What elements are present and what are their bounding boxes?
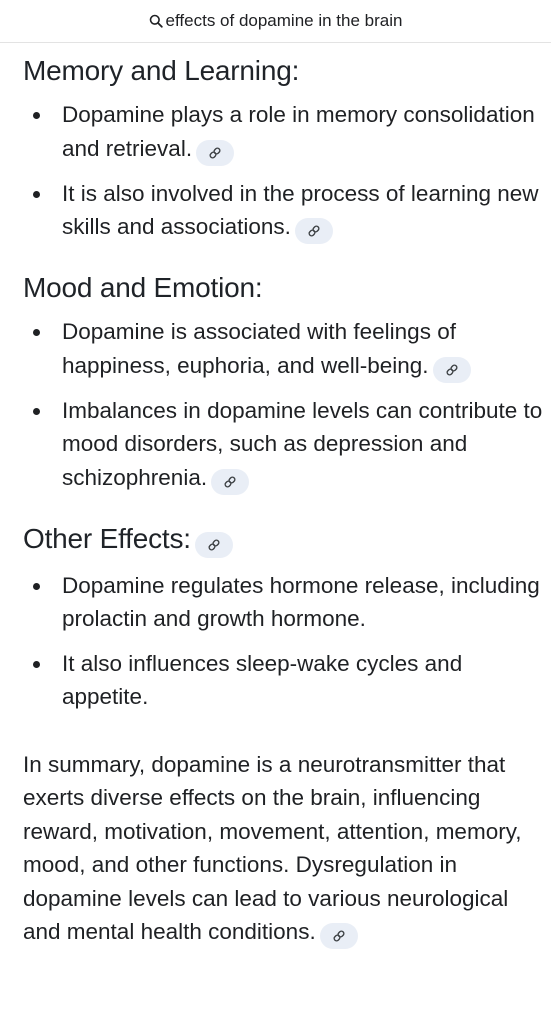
- bullet-list: [23, 569, 543, 714]
- summary-paragraph: [23, 748, 533, 950]
- bullet-list: [23, 98, 543, 244]
- bullet-text: It also influences sleep-wake cycles and appetite.: [62, 650, 463, 709]
- list-item: [23, 177, 543, 245]
- summary-text: In summary, dopamine is a neurotransmitter that exerts diverse effects on the brain, influencing reward, motivation, movement, attention, memory, mood, and other functions. Dysregulation in dopamine levels can lead to various neurological and mental health conditions.: [23, 751, 522, 944]
- bullet-text: Dopamine regulates hormone release, including prolactin and growth hormone.: [62, 572, 540, 631]
- bullet-text: Imbalances in dopamine levels can contribute to mood disorders, such as depression and schizophrenia.: [62, 397, 543, 490]
- answer-content: [0, 55, 543, 949]
- source-link-button[interactable]: [195, 532, 233, 558]
- section-heading: Mood and Emotion:: [23, 272, 263, 303]
- list-item: [23, 647, 543, 714]
- section-other-effects: [23, 523, 543, 714]
- link-icon: [445, 363, 459, 377]
- bullet-list: [23, 315, 543, 495]
- search-bar[interactable]: [0, 0, 551, 43]
- source-link-button[interactable]: [196, 140, 234, 166]
- section-heading: [23, 523, 543, 558]
- list-item: [23, 98, 543, 166]
- link-icon: [223, 475, 237, 489]
- search-icon: [149, 14, 163, 28]
- bullet-text: Dopamine plays a role in memory consolidation and retrieval.: [62, 102, 535, 161]
- list-item: [23, 394, 543, 495]
- source-link-button[interactable]: [320, 923, 358, 949]
- section-mood-emotion: [23, 272, 543, 495]
- source-link-button[interactable]: [295, 218, 333, 244]
- section-heading-text: Other Effects:: [23, 522, 191, 554]
- section-heading: Memory and Learning:: [23, 55, 300, 86]
- link-icon: [208, 146, 222, 160]
- link-icon: [332, 929, 346, 943]
- source-link-button[interactable]: [211, 469, 249, 495]
- bullet-text: It is also involved in the process of learning new skills and associations.: [62, 180, 539, 239]
- section-memory-learning: [23, 55, 543, 244]
- search-query: effects of dopamine in the brain: [165, 11, 403, 30]
- source-link-button[interactable]: [433, 357, 471, 383]
- list-item: [23, 315, 543, 383]
- link-icon: [207, 538, 221, 552]
- list-item: [23, 569, 543, 636]
- link-icon: [307, 224, 321, 238]
- bullet-text: Dopamine is associated with feelings of happiness, euphoria, and well-being.: [62, 319, 456, 378]
